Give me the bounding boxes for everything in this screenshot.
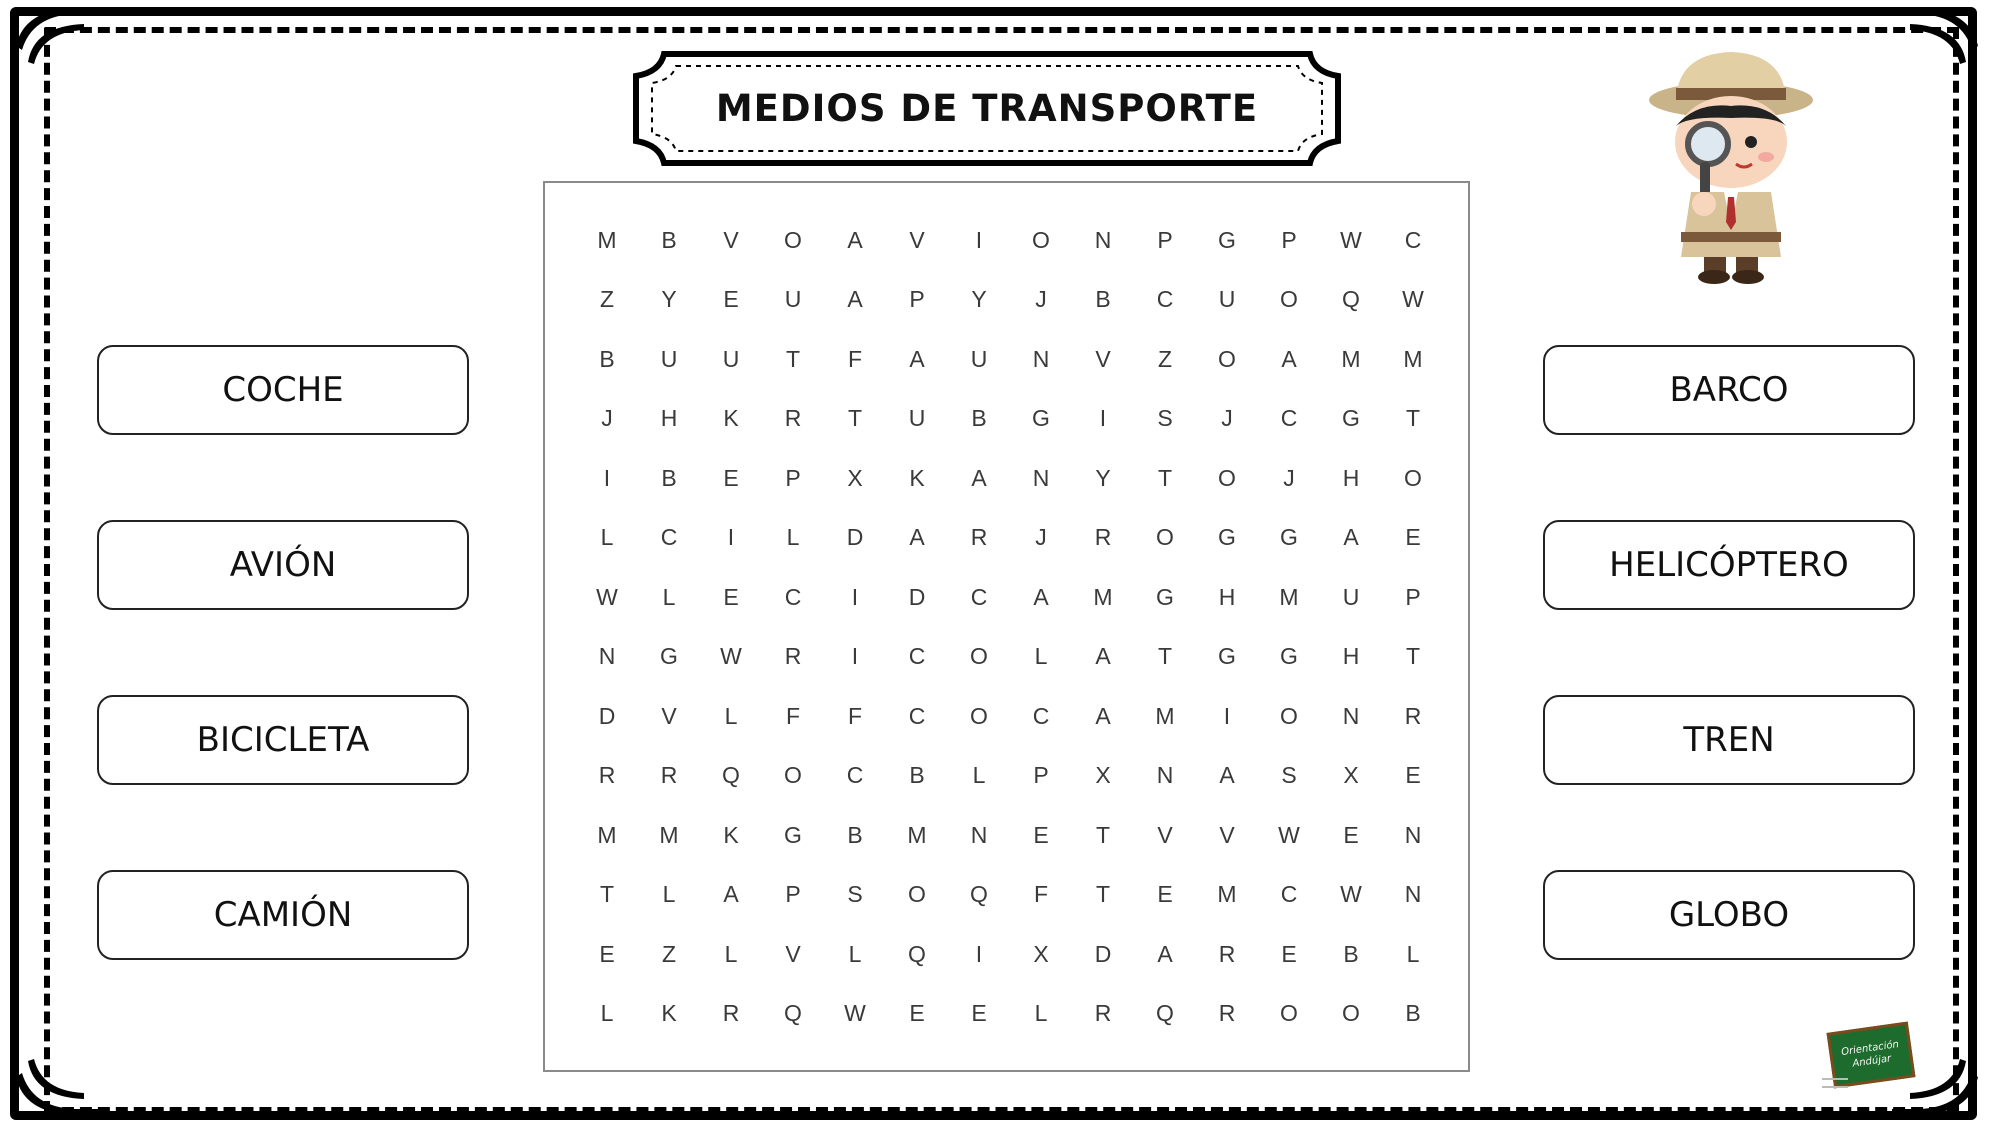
- grid-letter[interactable]: C: [908, 702, 926, 729]
- grid-letter[interactable]: A: [1219, 762, 1235, 788]
- grid-letter[interactable]: J: [1035, 286, 1047, 312]
- grid-letter[interactable]: Q: [1156, 1000, 1174, 1026]
- word-box-bicicleta: BICICLETA: [97, 695, 469, 785]
- word-box-helicoptero: HELICÓPTERO: [1543, 520, 1915, 610]
- grid-letter[interactable]: N: [1094, 226, 1112, 253]
- logo-line-2: Andújar: [1851, 1053, 1892, 1070]
- grid-letter[interactable]: K: [909, 464, 925, 491]
- grid-letter[interactable]: P: [785, 881, 801, 907]
- grid-letter[interactable]: R: [1094, 524, 1112, 550]
- grid-letter[interactable]: P: [1033, 762, 1049, 788]
- grid-letter[interactable]: R: [722, 1000, 740, 1026]
- grid-letter[interactable]: G: [1218, 643, 1236, 669]
- grid-letter[interactable]: G: [1218, 524, 1236, 550]
- grid-letter[interactable]: R: [1094, 1000, 1112, 1026]
- grid-letter[interactable]: B: [1405, 1000, 1421, 1026]
- grid-letter[interactable]: U: [660, 345, 678, 372]
- page-title: MEDIOS DE TRANSPORTE: [715, 87, 1259, 130]
- grid-letter[interactable]: Q: [970, 881, 988, 907]
- grid-letter[interactable]: H: [1342, 643, 1360, 669]
- grid-letter[interactable]: H: [660, 405, 678, 431]
- grid-letter[interactable]: B: [909, 762, 925, 788]
- grid-letter[interactable]: A: [909, 345, 925, 372]
- grid-letter[interactable]: Q: [784, 1000, 802, 1026]
- grid-letter[interactable]: I: [975, 226, 983, 253]
- grid-letter[interactable]: W: [844, 1000, 866, 1026]
- grid-letter[interactable]: X: [1343, 762, 1359, 788]
- word-box-tren: TREN: [1543, 695, 1915, 785]
- grid-letter[interactable]: M: [597, 226, 617, 253]
- grid-letter[interactable]: L: [662, 881, 676, 907]
- grid-letter[interactable]: J: [1221, 405, 1233, 431]
- grid-letter[interactable]: P: [1157, 226, 1173, 253]
- corner-ornament-icon: [14, 6, 104, 66]
- grid-letter[interactable]: B: [1095, 286, 1111, 312]
- grid-letter[interactable]: V: [909, 226, 925, 253]
- grid-letter[interactable]: C: [1404, 226, 1422, 253]
- grid-letter[interactable]: Q: [722, 762, 740, 788]
- grid-letter[interactable]: S: [847, 881, 863, 907]
- grid-letter[interactable]: O: [1032, 226, 1050, 253]
- grid-letter[interactable]: G: [1156, 583, 1174, 610]
- grid-letter[interactable]: T: [1095, 881, 1111, 907]
- grid-letter[interactable]: Z: [1157, 345, 1173, 372]
- grid-letter[interactable]: O: [908, 881, 926, 907]
- logo-line-1: Orientación: [1840, 1039, 1900, 1059]
- grid-letter[interactable]: L: [600, 524, 614, 550]
- grid-letter[interactable]: K: [661, 1000, 677, 1026]
- grid-letter[interactable]: M: [1403, 345, 1423, 372]
- grid-letter[interactable]: R: [784, 643, 802, 669]
- grid-letter[interactable]: U: [1342, 583, 1360, 610]
- grid-letter[interactable]: Y: [661, 286, 677, 312]
- grid-letter[interactable]: G: [1280, 643, 1298, 669]
- grid-letter[interactable]: O: [1280, 1000, 1298, 1026]
- grid-letter[interactable]: I: [975, 940, 983, 967]
- grid-letter[interactable]: V: [723, 226, 739, 253]
- grid-letter[interactable]: P: [785, 464, 801, 491]
- grid-letter[interactable]: V: [1219, 821, 1235, 848]
- grid-letter[interactable]: E: [909, 1000, 925, 1026]
- grid-letter[interactable]: G: [1032, 405, 1050, 431]
- grid-letter[interactable]: N: [1032, 345, 1050, 372]
- title-plaque: [632, 50, 1342, 167]
- grid-letter[interactable]: T: [1157, 464, 1173, 491]
- grid-letter[interactable]: P: [1281, 226, 1297, 253]
- grid-letter[interactable]: Q: [1342, 286, 1360, 312]
- grid-letter[interactable]: T: [847, 405, 863, 431]
- grid-letter[interactable]: O: [1404, 464, 1422, 491]
- grid-letter[interactable]: A: [1095, 702, 1111, 729]
- grid-letter[interactable]: V: [785, 940, 801, 967]
- grid-letter[interactable]: B: [971, 405, 987, 431]
- grid-letter[interactable]: F: [847, 702, 863, 729]
- grid-letter[interactable]: Y: [1095, 464, 1111, 491]
- grid-letter[interactable]: P: [909, 286, 925, 312]
- grid-letter[interactable]: L: [724, 702, 738, 729]
- grid-letter[interactable]: L: [848, 940, 862, 967]
- grid-letter[interactable]: L: [972, 762, 986, 788]
- grid-letter[interactable]: Y: [971, 286, 987, 312]
- grid-letter[interactable]: F: [847, 345, 863, 372]
- grid-letter[interactable]: N: [1342, 702, 1360, 729]
- grid-letter[interactable]: E: [971, 1000, 987, 1026]
- grid-letter[interactable]: U: [970, 345, 988, 372]
- word-search-grid: [543, 181, 1470, 1072]
- grid-letter[interactable]: D: [1094, 940, 1112, 967]
- grid-letter[interactable]: F: [785, 702, 801, 729]
- grid-letter[interactable]: C: [908, 643, 926, 669]
- grid-letter[interactable]: L: [662, 583, 676, 610]
- grid-letter[interactable]: O: [1218, 464, 1236, 491]
- grid-letter[interactable]: O: [1280, 286, 1298, 312]
- grid-letter[interactable]: W: [596, 583, 618, 610]
- grid-letter[interactable]: W: [1340, 881, 1362, 907]
- grid-letter[interactable]: A: [1343, 524, 1359, 550]
- corner-ornament-icon: [1890, 6, 1980, 66]
- grid-letter[interactable]: J: [1283, 464, 1295, 491]
- grid-letter[interactable]: X: [1033, 940, 1049, 967]
- grid-letter[interactable]: I: [1223, 702, 1231, 729]
- grid-letter[interactable]: W: [1340, 226, 1362, 253]
- grid-letter[interactable]: O: [1280, 702, 1298, 729]
- word-box-globo: GLOBO: [1543, 870, 1915, 960]
- grid-letter[interactable]: C: [970, 583, 988, 610]
- grid-letter[interactable]: M: [1093, 583, 1113, 610]
- grid-letter[interactable]: A: [1281, 345, 1297, 372]
- grid-letter[interactable]: A: [1033, 583, 1049, 610]
- logo-base: [1822, 1078, 1848, 1088]
- grid-letter[interactable]: M: [1217, 881, 1237, 907]
- grid-letter[interactable]: N: [598, 643, 616, 669]
- grid-letter[interactable]: B: [1343, 940, 1359, 967]
- grid-letter[interactable]: B: [847, 821, 863, 848]
- grid-letter[interactable]: Q: [908, 940, 926, 967]
- grid-letter[interactable]: O: [1342, 1000, 1360, 1026]
- grid-letter[interactable]: S: [1281, 762, 1297, 788]
- grid-letter[interactable]: R: [660, 762, 678, 788]
- grid-letter[interactable]: S: [1157, 405, 1173, 431]
- grid-letter[interactable]: K: [723, 405, 739, 431]
- grid-letter[interactable]: K: [723, 821, 739, 848]
- grid-letter[interactable]: E: [1405, 762, 1421, 788]
- word-box-avion: AVIÓN: [97, 520, 469, 610]
- grid-letter[interactable]: L: [1034, 643, 1048, 669]
- grid-letter[interactable]: A: [1157, 940, 1173, 967]
- grid-letter[interactable]: M: [1279, 583, 1299, 610]
- grid-letter[interactable]: I: [851, 583, 859, 610]
- grid-letter[interactable]: C: [1280, 405, 1298, 431]
- grid-letter[interactable]: A: [847, 226, 863, 253]
- grid-letter[interactable]: D: [846, 524, 864, 550]
- grid-letter[interactable]: D: [908, 583, 926, 610]
- grid-letter[interactable]: E: [1405, 524, 1421, 550]
- grid-letter[interactable]: C: [1032, 702, 1050, 729]
- grid-letter[interactable]: B: [661, 464, 677, 491]
- grid-letter[interactable]: T: [785, 345, 801, 372]
- grid-letter[interactable]: L: [600, 1000, 614, 1026]
- grid-letter[interactable]: D: [598, 702, 616, 729]
- grid-letter[interactable]: J: [1035, 524, 1047, 550]
- grid-letter[interactable]: H: [1218, 583, 1236, 610]
- detective-with-magnifier-icon: [1636, 42, 1826, 287]
- grid-letter[interactable]: E: [723, 464, 739, 491]
- grid-letter[interactable]: A: [971, 464, 987, 491]
- grid-letter[interactable]: U: [722, 345, 740, 372]
- grid-letter[interactable]: C: [846, 762, 864, 788]
- grid-letter[interactable]: W: [720, 643, 742, 669]
- grid-letter[interactable]: H: [1342, 464, 1360, 491]
- grid-letter[interactable]: G: [784, 821, 802, 848]
- grid-letter[interactable]: C: [1156, 286, 1174, 312]
- grid-letter[interactable]: L: [1034, 1000, 1048, 1026]
- word-box-camion: CAMIÓN: [97, 870, 469, 960]
- grid-letter[interactable]: E: [723, 286, 739, 312]
- grid-letter[interactable]: M: [1155, 702, 1175, 729]
- grid-letter[interactable]: U: [1218, 286, 1236, 312]
- grid-letter[interactable]: L: [1406, 940, 1420, 967]
- grid-letter[interactable]: L: [786, 524, 800, 550]
- grid-letter[interactable]: F: [1033, 881, 1049, 907]
- grid-letter[interactable]: O: [970, 643, 988, 669]
- grid-letter[interactable]: I: [851, 643, 859, 669]
- grid-letter[interactable]: E: [1157, 881, 1173, 907]
- grid-letter[interactable]: G: [660, 643, 678, 669]
- grid-letter[interactable]: N: [1032, 464, 1050, 491]
- grid-letter[interactable]: R: [1218, 940, 1236, 967]
- grid-letter[interactable]: N: [1404, 821, 1422, 848]
- grid-letter[interactable]: M: [597, 821, 617, 848]
- grid-letter[interactable]: N: [1404, 881, 1422, 907]
- grid-letter[interactable]: I: [727, 524, 735, 550]
- grid-letter[interactable]: V: [661, 702, 677, 729]
- grid-letter[interactable]: R: [598, 762, 616, 788]
- grid-letter[interactable]: E: [599, 940, 615, 967]
- word-box-coche: COCHE: [97, 345, 469, 435]
- grid-letter[interactable]: E: [1033, 821, 1049, 848]
- grid-letter[interactable]: L: [724, 940, 738, 967]
- grid-letter[interactable]: V: [1157, 821, 1173, 848]
- grid-letter[interactable]: A: [909, 524, 925, 550]
- grid-letter[interactable]: J: [601, 405, 613, 431]
- word-box-barco: BARCO: [1543, 345, 1915, 435]
- grid-letter[interactable]: W: [1278, 821, 1300, 848]
- corner-ornament-icon: [14, 1057, 104, 1117]
- grid-letter[interactable]: O: [970, 702, 988, 729]
- grid-letter[interactable]: R: [1404, 702, 1422, 729]
- grid-letter[interactable]: Z: [661, 940, 677, 967]
- grid-letter[interactable]: O: [1156, 524, 1174, 550]
- grid-letter[interactable]: O: [1218, 345, 1236, 372]
- grid-letter[interactable]: W: [1402, 286, 1424, 312]
- grid-letter[interactable]: X: [847, 464, 863, 491]
- grid-letter[interactable]: T: [1157, 643, 1173, 669]
- grid-letter[interactable]: N: [1156, 762, 1174, 788]
- grid-letter[interactable]: V: [1095, 345, 1111, 372]
- grid-letter[interactable]: U: [784, 286, 802, 312]
- grid-letter[interactable]: I: [1099, 405, 1107, 431]
- grid-letter[interactable]: T: [1095, 821, 1111, 848]
- grid-letter[interactable]: O: [784, 762, 802, 788]
- grid-letter[interactable]: A: [847, 286, 863, 312]
- grid-letter[interactable]: E: [1281, 940, 1297, 967]
- grid-letter[interactable]: A: [1095, 643, 1111, 669]
- grid-letter[interactable]: G: [1218, 226, 1236, 253]
- grid-letter[interactable]: E: [1343, 821, 1359, 848]
- grid-letter[interactable]: G: [1342, 405, 1360, 431]
- grid-letter[interactable]: T: [1405, 405, 1421, 431]
- grid-letter[interactable]: B: [599, 345, 615, 372]
- grid-letter[interactable]: A: [723, 881, 739, 907]
- grid-letter[interactable]: C: [660, 524, 678, 550]
- grid-letter[interactable]: E: [723, 583, 739, 610]
- grid-letter[interactable]: U: [908, 405, 926, 431]
- grid-letter[interactable]: R: [1218, 1000, 1236, 1026]
- grid-letter[interactable]: X: [1095, 762, 1111, 788]
- grid-letter[interactable]: M: [1341, 345, 1361, 372]
- grid-letter[interactable]: C: [1280, 881, 1298, 907]
- grid-letter[interactable]: C: [784, 583, 802, 610]
- grid-letter[interactable]: O: [784, 226, 802, 253]
- grid-letter[interactable]: I: [603, 464, 611, 491]
- grid-letter[interactable]: T: [1405, 643, 1421, 669]
- grid-letter[interactable]: B: [661, 226, 677, 253]
- grid-letter[interactable]: Z: [599, 286, 615, 312]
- grid-letter[interactable]: R: [970, 524, 988, 550]
- grid-letter[interactable]: M: [907, 821, 927, 848]
- grid-letter[interactable]: M: [659, 821, 679, 848]
- grid-letter[interactable]: P: [1405, 583, 1421, 610]
- grid-letter[interactable]: G: [1280, 524, 1298, 550]
- grid-letter[interactable]: T: [599, 881, 615, 907]
- grid-letter[interactable]: N: [970, 821, 988, 848]
- grid-letter[interactable]: R: [784, 405, 802, 431]
